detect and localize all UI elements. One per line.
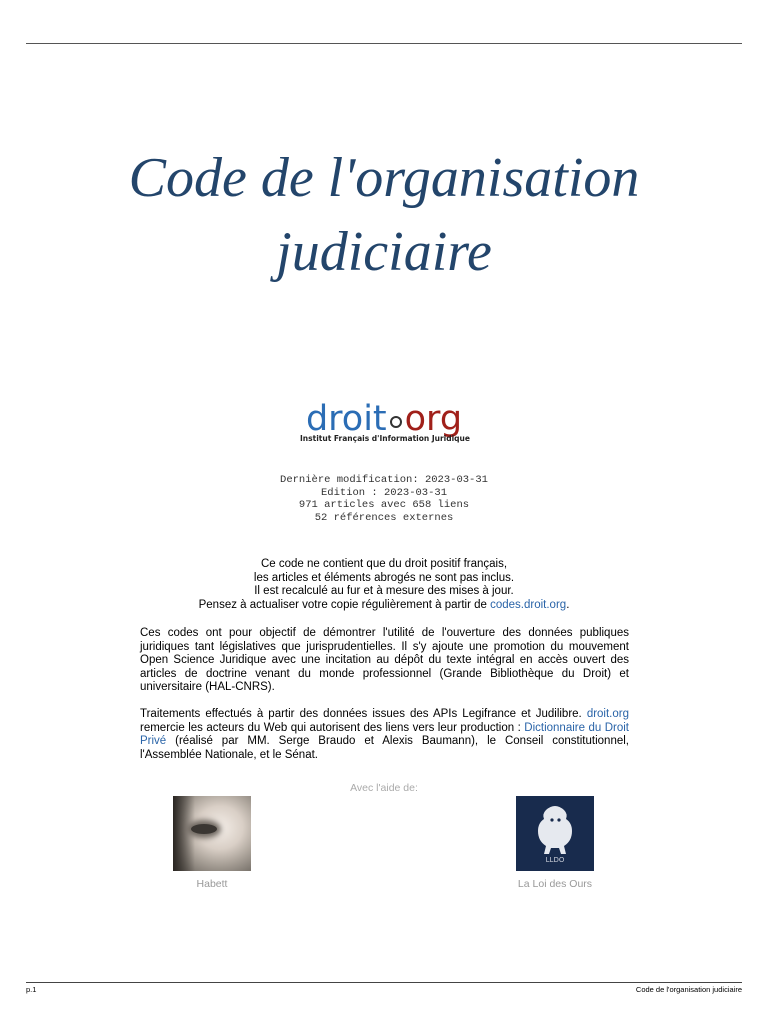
logo-word-droit: droit [305, 399, 387, 439]
bottom-rule [26, 982, 742, 983]
habett-eye-graphic [191, 824, 217, 834]
document-metadata [0, 474, 768, 524]
notice-line-3: Il est recalculé au fur et à mesure des mises à jour. [254, 585, 514, 597]
footer-title: Code de l'organisation judiciaire [635, 985, 742, 994]
codes-droit-org-link[interactable]: codes.droit.org [490, 598, 567, 611]
top-rule [26, 43, 742, 44]
document-title [0, 141, 768, 289]
page-number: p.1 [26, 985, 37, 994]
habett-logo-image[interactable] [173, 796, 251, 871]
acknowledgements-paragraph [140, 708, 629, 762]
dictionnaire-droit-prive-link[interactable]: Dictionnaire du Droit Privé [140, 721, 629, 748]
logo-tagline: Institut Français d'Information Juridique [300, 434, 470, 443]
reference-count: 52 références externes [314, 511, 454, 524]
notice-line-1: Ce code ne contient que du droit positif français, [260, 558, 508, 570]
title-line-1: Code de l'organisation [128, 147, 640, 209]
la-loi-des-ours-caption[interactable]: La Loi des Ours [517, 878, 593, 890]
habett-image-shadow [173, 796, 195, 871]
positive-law-notice [0, 558, 768, 612]
notice-line-4 [0, 599, 768, 613]
ack-text-1: Traitements effectués à partir des données issues des APIs Legifrance et Judilibre. [140, 708, 587, 720]
sponsors-heading: Avec l'aide de: [350, 782, 418, 794]
notice-line-4-suffix: . [566, 598, 570, 611]
objective-paragraph: Ces codes ont pour objectif de démontrer l'utilité de l'ouverture des données publiques juridiques tant législatives que jurisprudentielles. Il s'y ajoute une promotion du mouvement Open Science Juridique avec une incitation au dépôt du texte intégral en accès ouvert des articles de doctrine venant du monde professionnel (Grande Bibliothèque du Droit) et universitaire (HAL-CNRS). [140, 627, 629, 694]
habett-caption[interactable]: Habett [196, 878, 228, 890]
edition: Edition : 2023-03-31 [320, 486, 448, 499]
logo-dot-icon [390, 416, 402, 428]
droit-org-link[interactable]: droit.org [586, 708, 629, 720]
article-count: 971 articles avec 658 liens [298, 499, 470, 511]
title-line-2: judiciaire [276, 221, 492, 283]
bear-icon [516, 796, 594, 871]
notice-line-4-text: Pensez à actualiser votre copie régulièrement à partir de [198, 598, 491, 611]
droit-org-logo[interactable] [0, 400, 768, 443]
last-modified: Dernière modification: 2023-03-31 [280, 474, 488, 486]
ack-text-2: remercie les acteurs du Web qui autorisent des liens vers leur production : [140, 721, 525, 734]
logo-word-org: org [404, 399, 463, 439]
la-loi-des-ours-logo-image[interactable] [516, 796, 594, 871]
bear-logo-text: LLDO [545, 856, 565, 864]
notice-line-2: les articles et éléments abrogés ne sont pas inclus. [253, 571, 515, 584]
ack-text-3: (réalisé par MM. Serge Braudo et Alexis Baumann), le Conseil constitutionnel, l'Assemblée Nationale, et le Sénat. [140, 735, 629, 761]
